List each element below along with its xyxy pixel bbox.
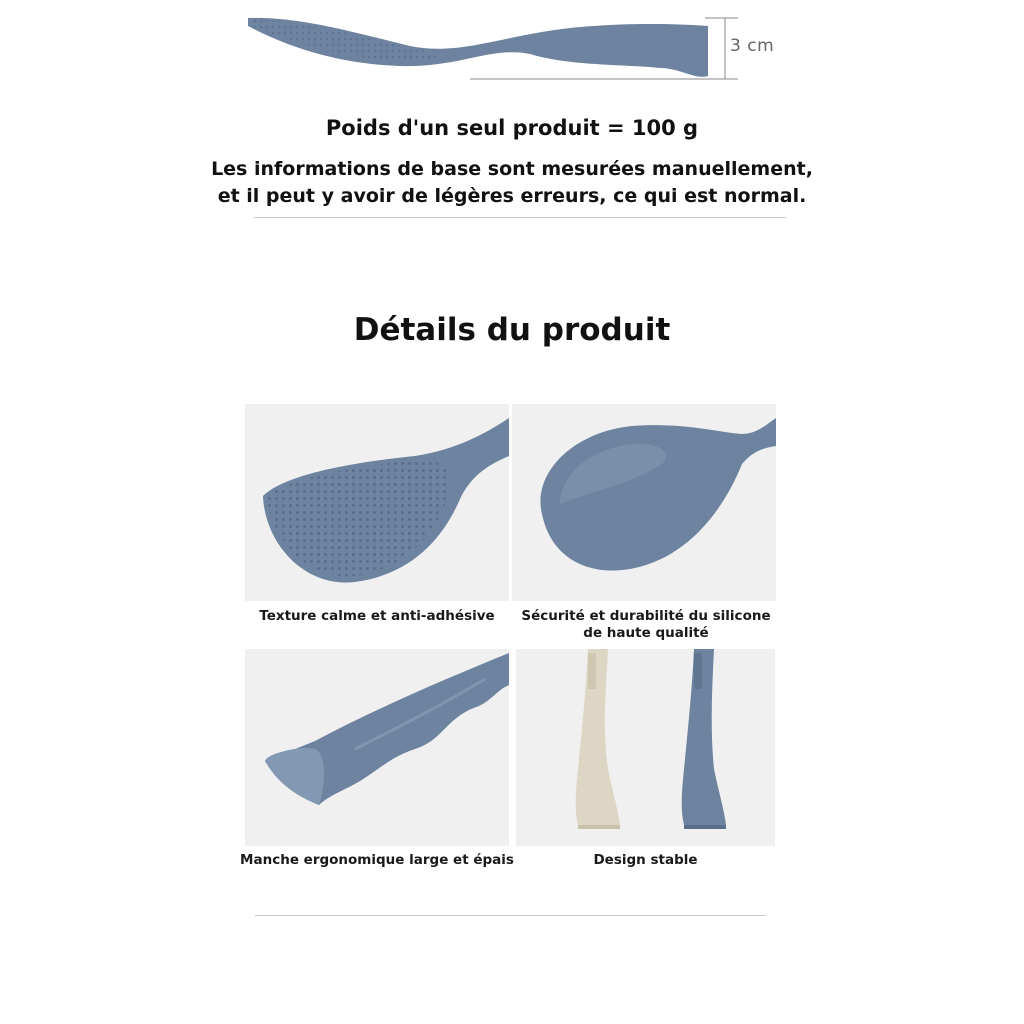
texture-caption: Texture calme et anti-adhésive xyxy=(259,608,495,624)
silicone-bowl-image xyxy=(512,404,776,601)
product-weight: Poids d'un seul produit = 100 g xyxy=(325,116,699,140)
silicone-caption xyxy=(512,608,780,642)
measurement-note xyxy=(0,156,1024,210)
section-title: Détails du produit xyxy=(353,312,671,348)
stable-caption: Design stable xyxy=(593,852,698,868)
measurement-note-line-2: et il peut y avoir de légères erreurs, ce qui est normal. xyxy=(217,185,807,207)
spoon-side-view-image xyxy=(240,6,760,96)
handle-caption: Manche ergonomique large et épais xyxy=(240,852,514,868)
silicone-caption-line-1: Sécurité et durabilité du silicone xyxy=(521,608,771,624)
measurement-note-line-1: Les informations de base sont mesurées manuellement, xyxy=(211,158,813,180)
standing-spoons-image xyxy=(516,649,775,846)
handle-closeup-image xyxy=(245,649,509,846)
dimension-label: 3 cm xyxy=(730,36,775,56)
divider xyxy=(255,915,766,916)
silicone-caption-line-2: de haute qualité xyxy=(583,625,709,641)
divider xyxy=(254,217,786,218)
texture-closeup-image xyxy=(245,404,509,601)
